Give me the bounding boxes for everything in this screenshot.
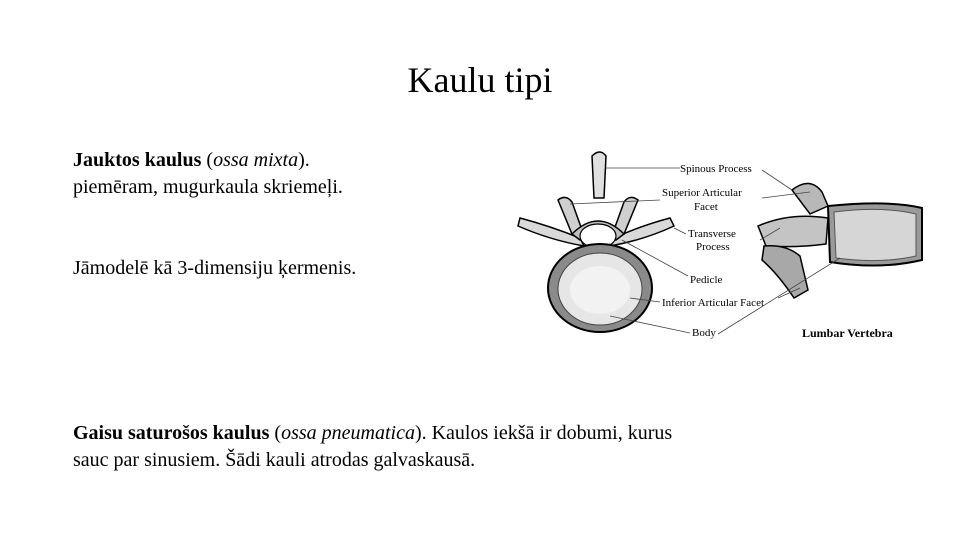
label-superior-facet: Facet xyxy=(694,201,718,213)
lumbar-vertebra-figure xyxy=(510,148,930,348)
paren-open: ( xyxy=(201,149,214,171)
term-ossa-pneumatica: Gaisu saturošos kaulus xyxy=(73,422,270,444)
vertebra-side-view xyxy=(758,183,922,298)
vertebra-top-view xyxy=(518,152,674,332)
paragraph-ossa-mixta xyxy=(73,147,473,201)
paragraph-model: Jāmodelē kā 3-dimensiju ķermenis. xyxy=(73,257,357,279)
figure-caption: Lumbar Vertebra xyxy=(802,326,893,340)
example-text: piemēram, mugurkaula skriemeļi. xyxy=(73,176,343,198)
latin-ossa-mixta: ossa mixta xyxy=(213,149,299,171)
label-spinous-process: Spinous Process xyxy=(680,163,752,175)
paren-open: ( xyxy=(269,422,282,444)
label-body: Body xyxy=(692,327,716,339)
sinus-text: sauc par sinusiem. Šādi kauli atrodas galvaskausā. xyxy=(73,449,476,471)
latin-ossa-pneumatica: ossa pneumatica xyxy=(281,422,415,444)
paren-close: ). xyxy=(298,149,310,171)
label-superior-articular: Superior Articular xyxy=(662,187,742,199)
paragraph-ossa-pneumatica xyxy=(73,420,873,474)
paren-close-text: ). Kaulos iekšā ir dobumi, kurus xyxy=(414,422,673,444)
label-transverse: Transverse xyxy=(688,228,736,240)
slide-title: Kaulu tipi xyxy=(407,60,553,100)
label-process: Process xyxy=(696,241,730,253)
label-inferior-articular-facet: Inferior Articular Facet xyxy=(662,297,765,309)
term-ossa-mixta: Jauktos kaulus xyxy=(73,149,202,171)
label-pedicle: Pedicle xyxy=(690,274,723,286)
